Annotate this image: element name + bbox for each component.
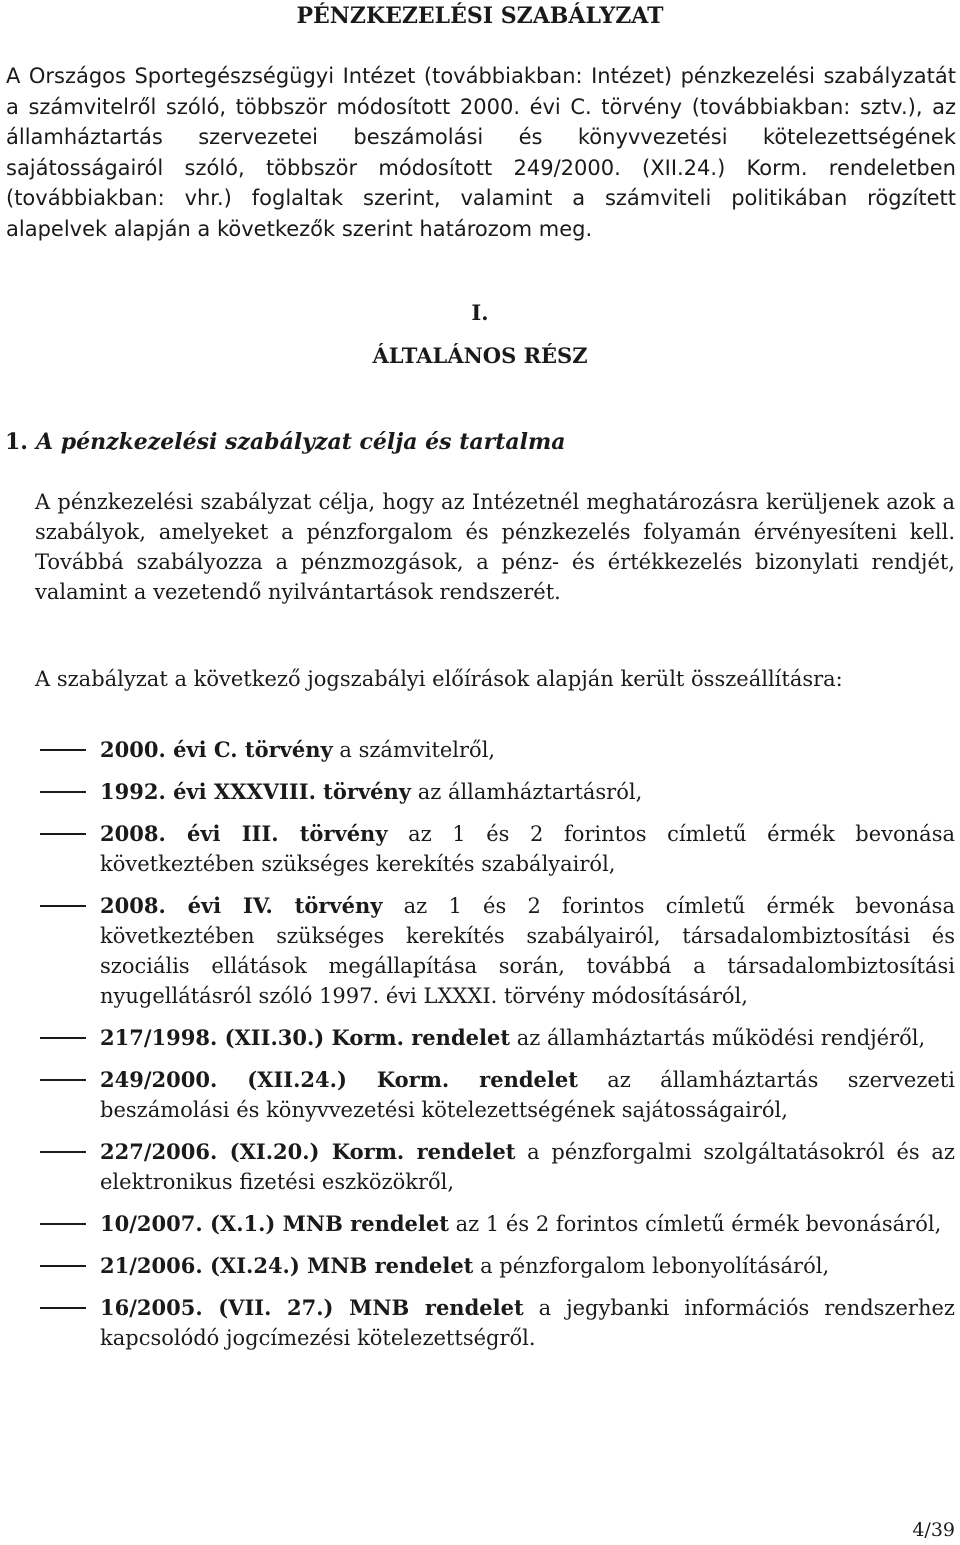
document-title: PÉNZKEZELÉSI SZABÁLYZAT [296,3,664,29]
dash-bullet [40,1037,86,1039]
dash-bullet [40,1307,86,1309]
law-reference: 2000. évi C. törvény [100,737,333,762]
law-description: az államháztartás működési rendjéről, [516,1026,926,1050]
law-item [0,1137,955,1197]
dash-bullet [40,1151,86,1153]
law-reference: 2008. évi IV. törvény [100,893,383,918]
law-reference: 2008. évi III. törvény [100,821,388,846]
law-item [0,1293,955,1353]
section-number: I. [471,300,489,325]
law-description: az államháztartás szervezeti beszámolási és könyvvezetési kötelezettségének sajátosságairól, [100,1068,955,1122]
law-item [0,1065,955,1125]
subsection-title: A pénzkezelési szabályzat célja és tartalma [35,429,566,455]
law-description: a számvitelről, [339,738,496,762]
dash-bullet [40,749,86,751]
subsection-number: 1. [5,429,28,455]
dash-bullet [40,1265,86,1267]
legal-basis-paragraph: A szabályzat a következő jogszabályi előírások alapján került összeállításra: [35,667,843,691]
law-item [0,735,955,765]
law-reference: 217/1998. (XII.30.) Korm. rendelet [100,1025,511,1050]
dash-bullet [40,905,86,907]
law-item [0,1251,955,1281]
law-description: az államháztartásról, [417,780,643,804]
law-list [0,735,955,1365]
law-reference: 10/2007. (X.1.) MNB rendelet [100,1211,449,1236]
dash-bullet [40,791,86,793]
law-description: az 1 és 2 forintos címletű érmék bevonása következtében szükséges kerekítés szabályairól, [100,822,955,876]
law-reference: 16/2005. (VII. 27.) MNB rendelet [100,1295,524,1320]
law-description: a jegybanki információs rendszerhez kapcsolódó jogcímezési kötelezettségről. [100,1296,955,1350]
law-item [0,819,955,879]
law-description: az 1 és 2 forintos címletű érmék bevonása következtében szükséges kerekítés szabályairól, társadalombiztosítási és szociális ellátások megállapítása során, továbbá a társadalombiztosítási nyugellátásról szóló 1997. évi LXXXI. törvény módosításáról, [100,894,955,1008]
law-description: az 1 és 2 forintos címletű érmék bevonásáról, [455,1212,942,1236]
dash-bullet [40,1079,86,1081]
law-description: a pénzforgalmi szolgáltatásokról és az elektronikus fizetési eszközökről, [100,1140,955,1194]
section-title: ÁLTALÁNOS RÉSZ [372,343,588,368]
law-item [0,777,955,807]
subsection-heading [5,427,566,457]
law-reference: 227/2006. (XI.20.) Korm. rendelet [100,1139,516,1164]
law-item [0,1209,955,1239]
law-reference: 21/2006. (XI.24.) MNB rendelet [100,1253,474,1278]
law-reference: 249/2000. (XII.24.) Korm. rendelet [100,1067,578,1092]
purpose-paragraph: A pénzkezelési szabályzat célja, hogy az Intézetnél meghatározásra kerüljenek azok a szabályok, amelyeket a pénzforgalom és pénzkezelés folyamán érvényesíteni kell. Továbbá szabályozza a pénzmozgások, a pénz- és értékkezelés bizonylati rendjét, valamint a vezetendő nyilvántartások rendszerét. [35,490,955,604]
page-number: 4/39 [912,1519,955,1541]
law-item [0,1023,955,1053]
dash-bullet [40,1223,86,1225]
dash-bullet [40,833,86,835]
law-item [0,891,955,1011]
intro-paragraph: A Országos Sportegészségügyi Intézet (továbbiakban: Intézet) pénzkezelési szabályzatát a számvitelről szóló, többször módosított 2000. évi C. törvény (továbbiakban: sztv.), az államháztartás szervezetei beszámolási és könyvvezetési kötelezettségének sajátosságairól szóló, többször módosított 249/2000. (XII.24.) Korm. rendeletben (továbbiakban: vhr.) foglaltak szerint, valamint a számviteli politikában rögzített alapelvek alapján a következők szerint határozom meg. [6,64,956,241]
law-description: a pénzforgalom lebonyolításáról, [480,1254,830,1278]
law-reference: 1992. évi XXXVIII. törvény [100,779,411,804]
